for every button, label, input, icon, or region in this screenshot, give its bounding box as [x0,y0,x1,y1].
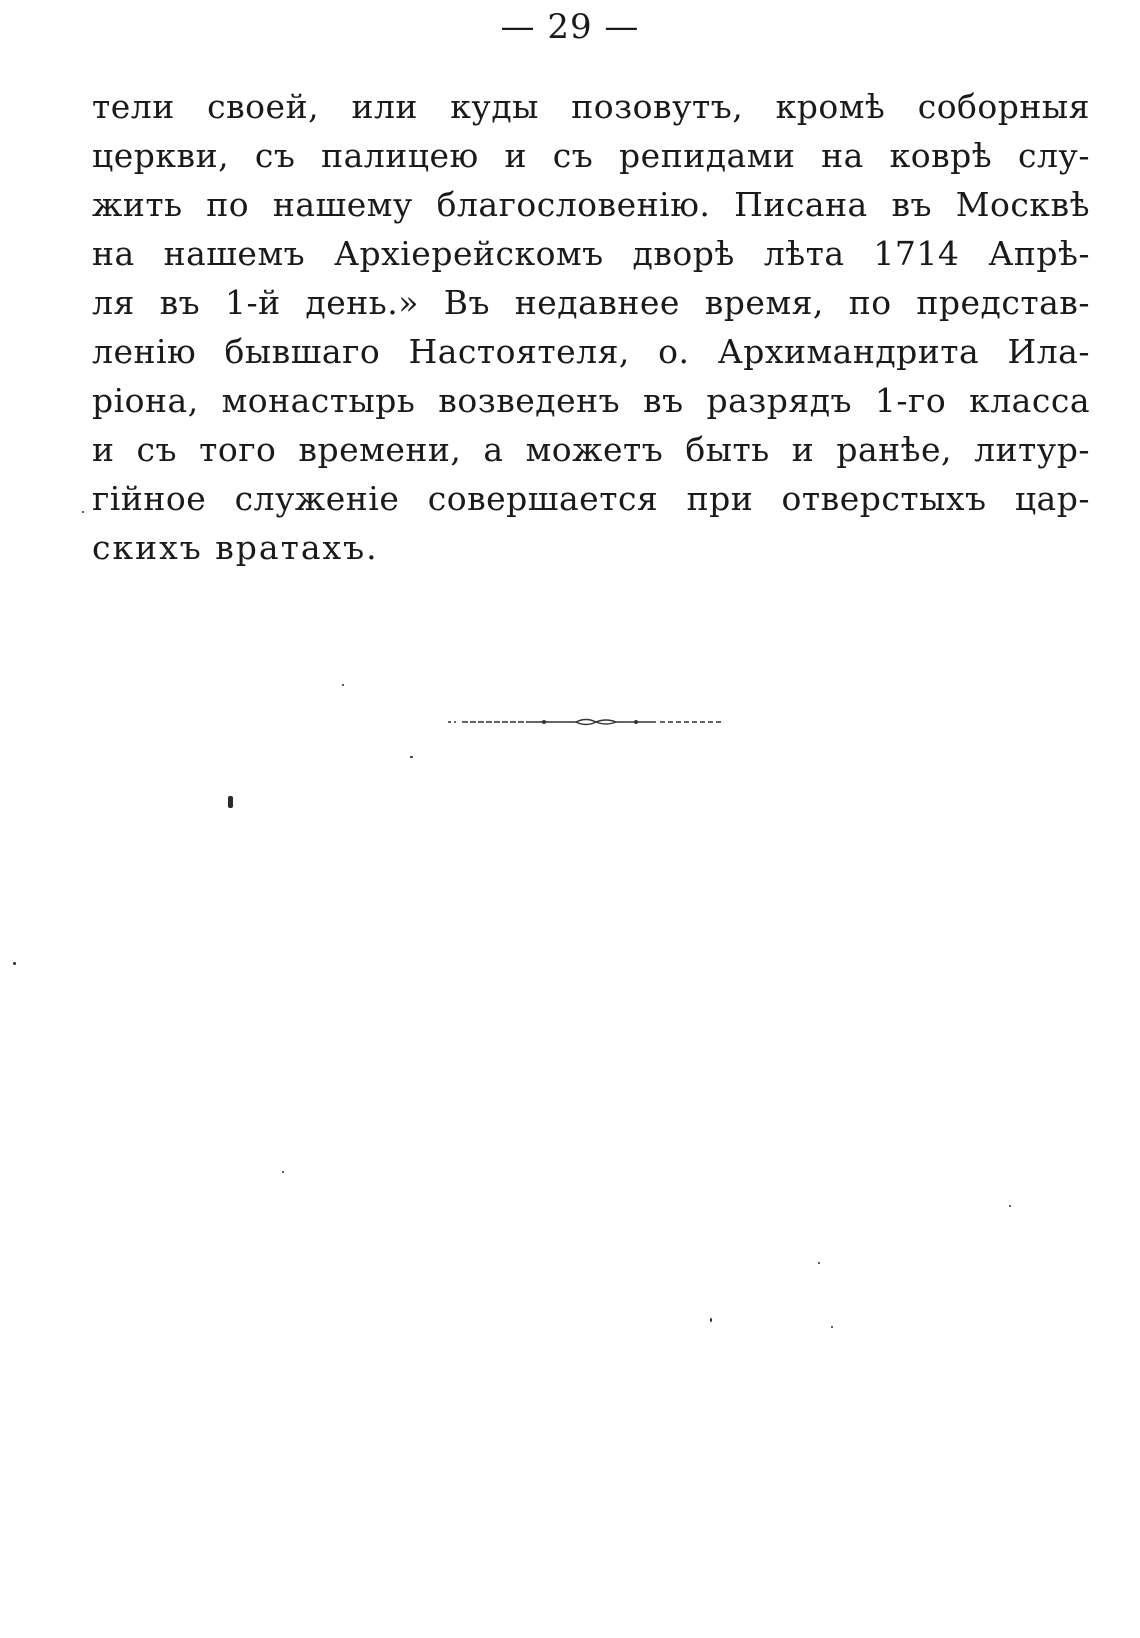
ink-mark [13,962,16,965]
ink-mark [831,1326,833,1328]
ink-mark [228,796,233,808]
text-line: жить по нашему благословенію. Писана въ Москвѣ [92,185,1090,224]
text-line: ленію бывшаго Настоятеля, о. Архимандрита Ила- [92,332,1090,371]
ink-mark [1009,1205,1011,1207]
ink-mark [710,1318,712,1322]
body-paragraph [92,82,1090,572]
ink-mark [410,756,413,758]
text-line: церкви, съ палицею и съ репидами на коврѣ слу- [92,136,1090,175]
text-line: гійное служеніе совершается при отверстыхъ цар- [92,479,1090,518]
text-line: и съ того времени, а можетъ быть и ранѣе, литур- [92,430,1090,469]
text-line: ріона, монастырь возведенъ въ разрядъ 1-го класса [92,381,1090,420]
ink-mark [82,511,84,513]
page-number: — 29 — [500,7,640,47]
ink-mark [282,1171,284,1173]
divider-ornament-icon [446,712,724,732]
ink-mark [818,1262,820,1264]
text-line: ля въ 1-й день.» Въ недавнее время, по представ- [92,283,1090,322]
ink-mark [342,684,344,686]
text-line: скихъ вратахъ. [92,528,379,567]
text-line: на нашемъ Архіерейскомъ дворѣ лѣта 1714 Апрѣ- [92,234,1090,273]
text-line: тели своей, или куды позовутъ, кромѣ соборныя [92,87,1090,126]
